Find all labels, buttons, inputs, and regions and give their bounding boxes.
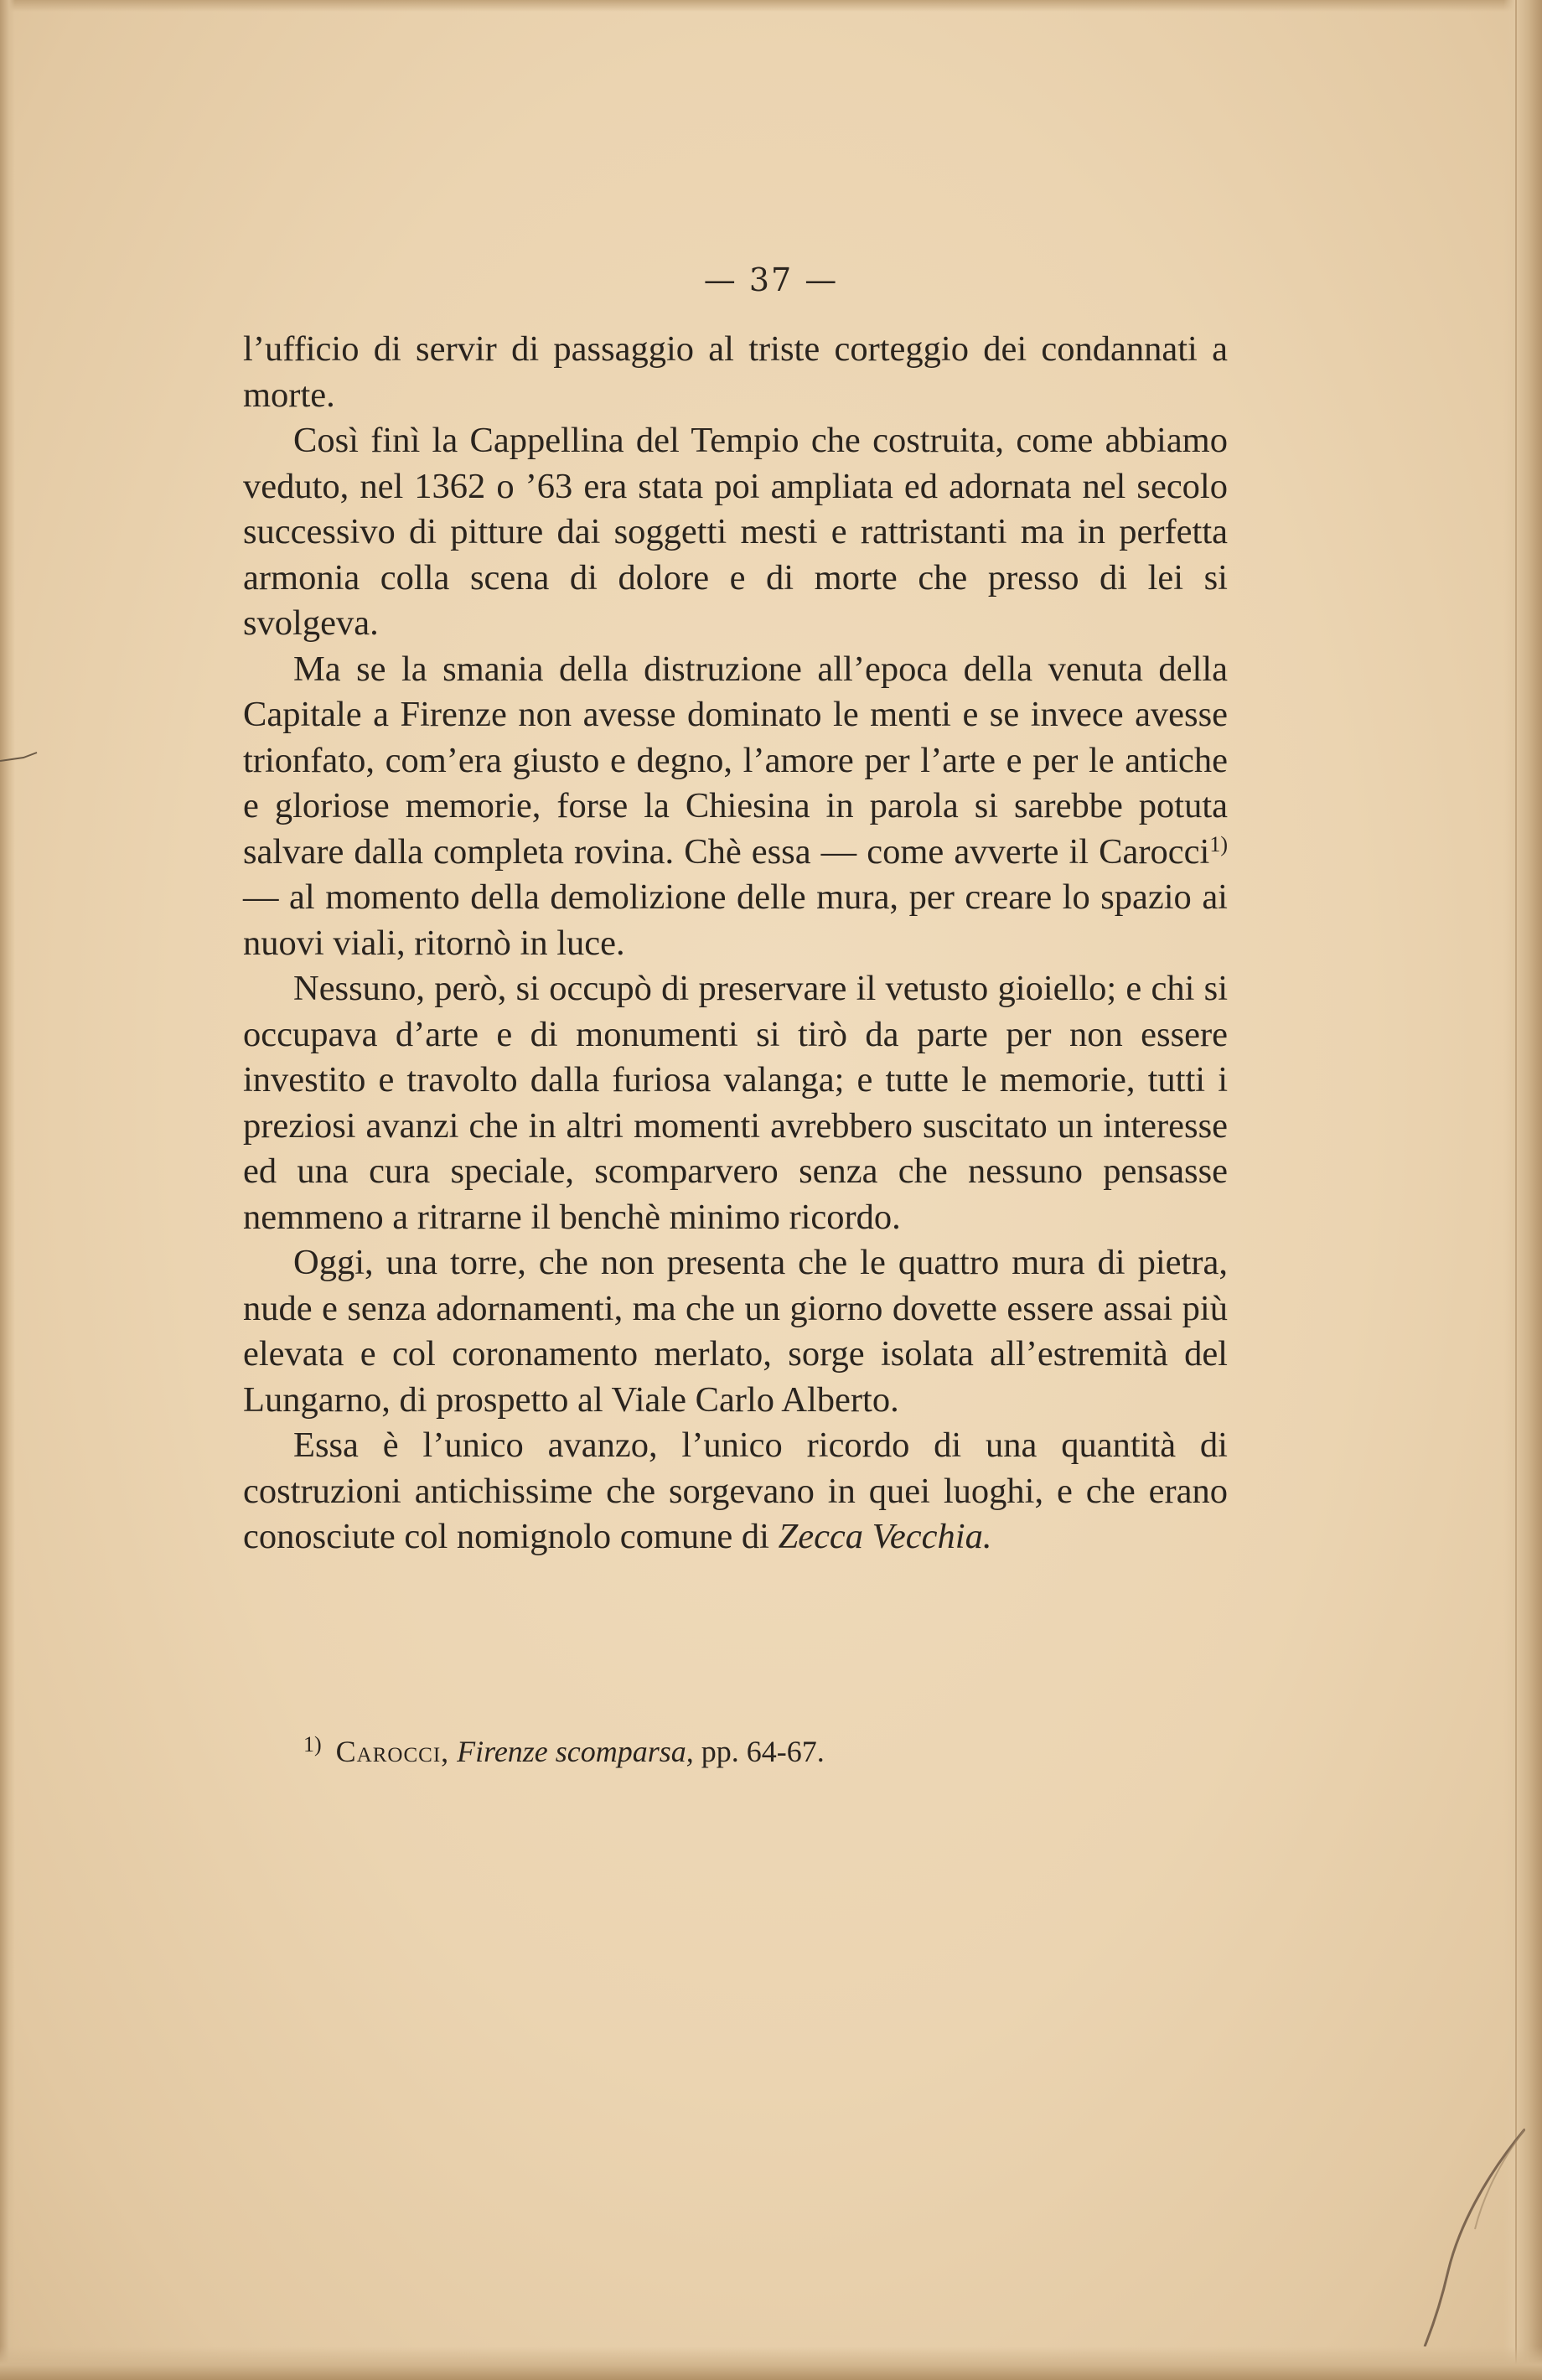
paragraph-5-italic: Zecca Vecchia.	[778, 1517, 992, 1556]
paragraph-2-text-after: — al momento della demolizione delle mura, per creare lo spazio ai nuovi viali, ritornò in luce.	[243, 877, 1228, 963]
footnote	[303, 1733, 974, 1770]
paper-edge-top	[0, 0, 1542, 12]
paragraph-2	[243, 647, 1228, 967]
footnote-pages: pp. 64-67.	[701, 1735, 825, 1768]
paragraph-4: Oggi, una torre, che non presenta che le quattro mura di pietra, nude e senza adornamenti, ma che un giorno dovette essere assai più elevata e col coronamento merlato, sorge isolata all’estremità del Lungarno, di prospetto al Viale Carlo Alberto.	[243, 1243, 1228, 1420]
paper-tear	[1358, 2129, 1525, 2346]
paper-edge-bottom	[0, 2346, 1542, 2380]
paragraph-5-text: Essa è l’unico avanzo, l’unico ricordo di una quantità di costruzioni antichissime che sorgevano in quei luoghi, e che erano conosciute col nomignolo comune di	[243, 1425, 1228, 1556]
paragraph-1: Così finì la Cappellina del Tempio che costruita, come abbiamo veduto, nel 1362 o ’63 era stata poi ampliata ed adornata nel secolo successivo di pitture dai soggetti mesti e rattristanti ma in perfetta armonia colla scena di dolore e di morte che presso di lei si svolgeva.	[243, 421, 1228, 643]
paragraph-5	[243, 1423, 1228, 1560]
paper-edge-right	[1503, 0, 1542, 2380]
footnote-author: Carocci,	[335, 1735, 450, 1768]
footnote-title: Firenze scomparsa,	[457, 1735, 694, 1768]
page-number: — 37 —	[703, 261, 839, 298]
footnote-reference: 1)	[1209, 831, 1228, 856]
paragraph-3: Nessuno, però, si occupò di preservare il vetusto gioiello; e chi si occupava d’arte e di monumenti si tirò da parte per non essere investito e travolto dalla furiosa valanga; e tutte le memorie, tutti i preziosi avanzi che in altri momenti avrebbero suscitato un interesse ed una cura speciale, scomparvero senza che nessuno pensasse nemmeno a ritrarne il benchè minimo ricordo.	[243, 969, 1228, 1237]
body-text	[243, 327, 1228, 1560]
paragraph-2-text-before: Ma se la smania della distruzione all’epoca della venuta della Capitale a Firenze non avesse dominato le menti e se invece avesse trionfato, com’era giusto e degno, l’amore per l’arte e per le antiche e gloriose memorie, forse la Chiesina in parola si sarebbe potuta salvare dalla completa rovina. Chè essa — come avverte il Carocci	[243, 649, 1228, 872]
footnote-marker: 1)	[303, 1732, 322, 1757]
paper-edge-left	[0, 0, 15, 2380]
paper-fold-line	[1515, 0, 1517, 2380]
margin-mark	[0, 746, 50, 771]
paragraph-0: l’ufficio di servir di passaggio al triste corteggio dei condannati a morte.	[243, 329, 1228, 415]
